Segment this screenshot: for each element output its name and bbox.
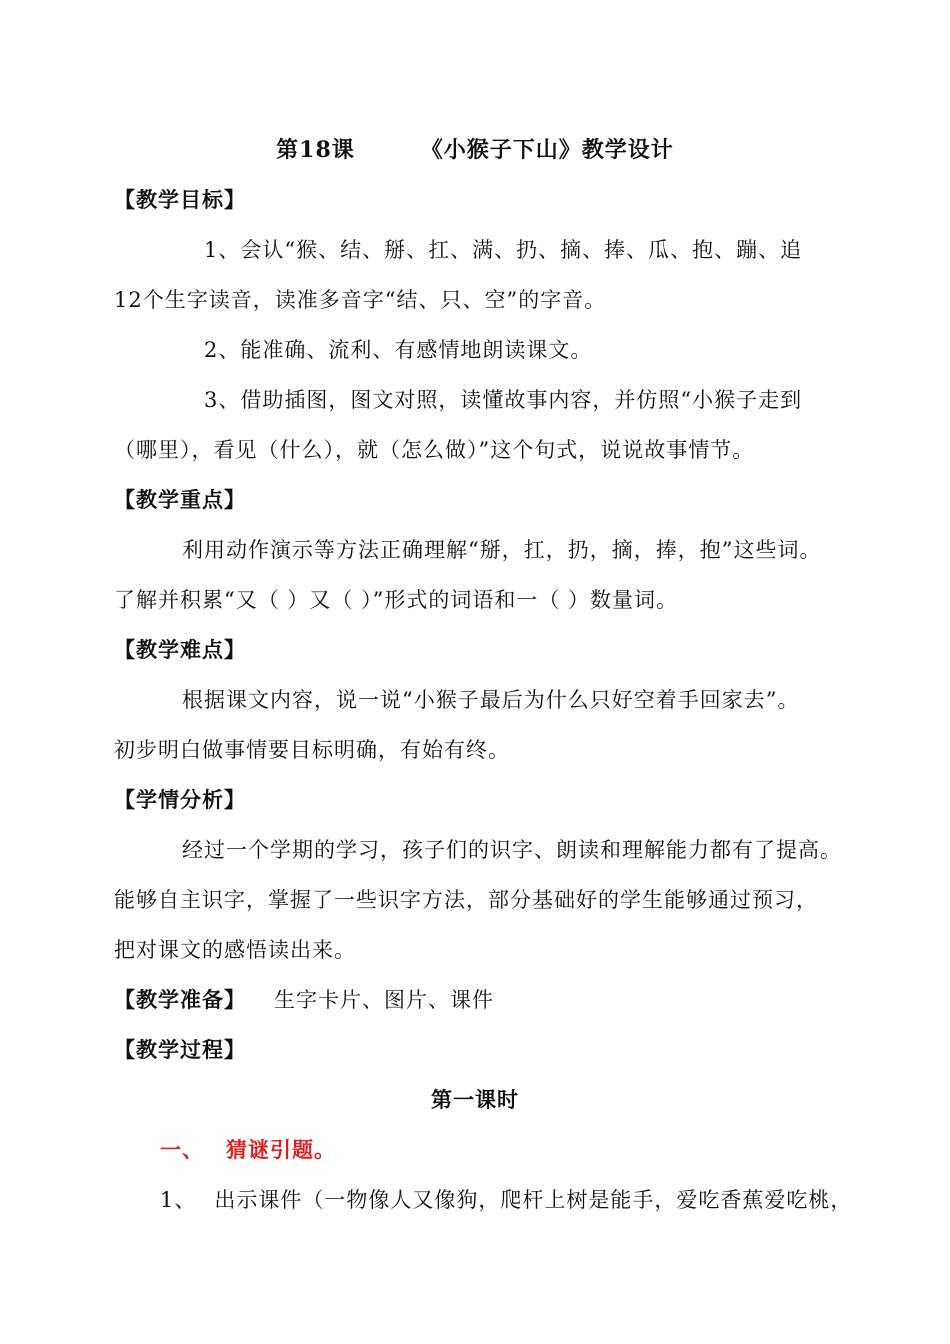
analysis-line-1: 经过一个学期的学习，孩子们的识字、朗读和理解能力都有了提高。: [182, 838, 842, 862]
preparation-row: [114, 986, 494, 1014]
key-points-heading: 【教学重点】: [114, 487, 246, 512]
period-title: 第一课时: [431, 1087, 519, 1112]
process-heading: 【教学过程】: [114, 1037, 246, 1062]
goals-heading: 【教学目标】: [114, 187, 246, 212]
step-1-item-text: 出示课件（一物像人又像狗，爬杆上树是能手，爱吃香蕉爱吃桃，: [214, 1188, 853, 1212]
analysis-heading: 【学情分析】: [114, 787, 246, 812]
step-1-item-1: [160, 1186, 852, 1214]
analysis-line-3: 把对课文的感悟读出来。: [114, 938, 356, 962]
preparation-text: 生字卡片、图片、课件: [274, 988, 494, 1012]
document-title: [0, 136, 950, 164]
step-1-item-number: 1、: [160, 1188, 197, 1212]
difficulty-line-2: 初步明白做事情要目标明确，有始有终。: [114, 738, 510, 762]
key-points-line-2: 了解并积累“又（ ）又（ ）”形式的词语和一（ ）数量词。: [114, 588, 678, 612]
step-1-text: 猜谜引题。: [226, 1137, 336, 1162]
step-1-number: 一、: [160, 1137, 204, 1162]
goal-3-line-2: （哪里），看见（什么），就（怎么做）”这个句式，说说故事情节。: [114, 438, 755, 462]
title-lesson-number: 第18课: [276, 137, 355, 163]
analysis-line-2: 能够自主识字，掌握了一些识字方法，部分基础好的学生能够通过预习，: [114, 888, 818, 912]
title-lesson-name: 《小猴子下山》教学设计: [420, 137, 674, 163]
difficulty-line-1: 根据课文内容，说一说“小猴子最后为什么只好空着手回家去”。: [182, 688, 800, 712]
step-1-heading: [160, 1136, 336, 1164]
difficulty-heading: 【教学难点】: [114, 637, 246, 662]
goal-1-line-2: 12个生字读音，读准多音字“结、只、空”的字音。: [114, 288, 607, 312]
preparation-heading: 【教学准备】: [114, 987, 246, 1012]
goal-3-line-1: 3、借助插图，图文对照，读懂故事内容，并仿照“小猴子走到: [204, 388, 803, 412]
goal-1-line-1: 1、会认“猴、结、掰、扛、满、扔、摘、捧、瓜、抱、蹦、追: [204, 238, 803, 262]
key-points-line-1: 利用动作演示等方法正确理解“掰，扛，扔，摘，捧，抱”这些词。: [182, 538, 822, 562]
goal-2: 2、能准确、流利、有感情地朗读课文。: [204, 338, 593, 362]
